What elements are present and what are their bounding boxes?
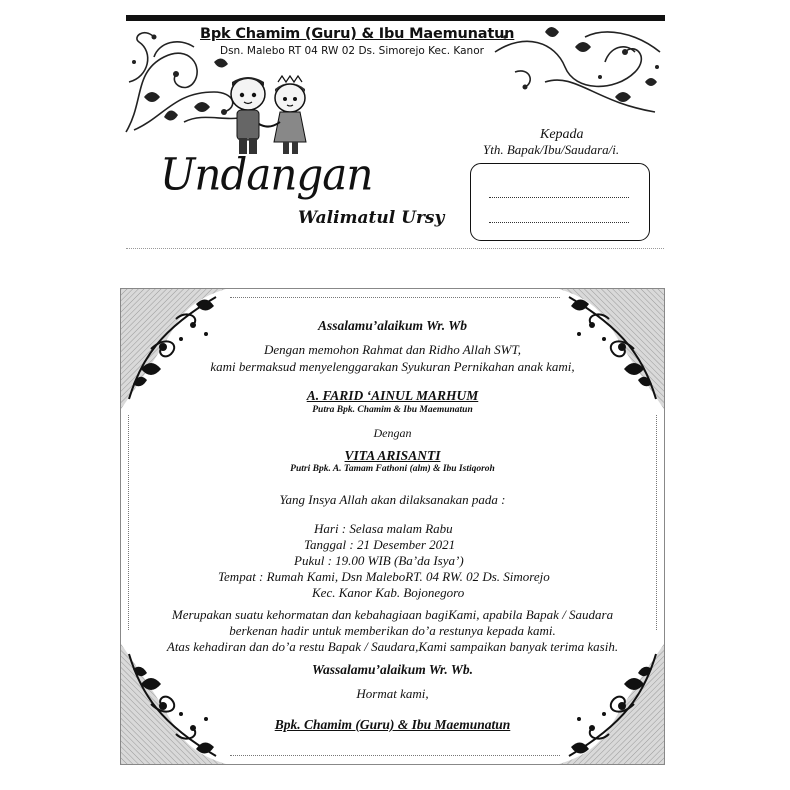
groom-name: A. FARID ‘AINUL MARHUM — [306, 388, 479, 403]
fold-separator — [126, 248, 664, 249]
closing-line: berkenan hadir untuk memberikan do’a restunya kepada kami. — [229, 623, 556, 638]
bride-name: VITA ARISANTI — [344, 448, 441, 463]
regards: Hormat kami, — [356, 686, 429, 701]
closing-line: Atas kehadiran dan do’a restu Bapak / Saudara,Kami sampaikan banyak terima kasih. — [166, 639, 619, 654]
intro-line: kami bermaksud menyelenggarakan Syukuran Pernikahan anak kami, — [210, 359, 575, 374]
event-intro: Yang Insya Allah akan dilaksanakan pada : — [279, 492, 506, 507]
recipient-label: Kepada — [540, 127, 584, 142]
conjunction: Dengan — [373, 426, 412, 440]
closing-line: Merupakan suatu kehormatan dan kebahagiaan bagiKami, apabila Bapak / Saudara — [171, 607, 614, 622]
card-border-dotted — [230, 297, 560, 298]
intro-line: Dengan memohon Rahmat dan Ridho Allah SWT, — [264, 342, 521, 357]
top-border-bar — [126, 15, 665, 21]
sender-address: Dsn. Malebo RT 04 RW 02 Ds. Simorejo Kec. Kanor — [220, 45, 484, 57]
card-border-dotted — [230, 755, 560, 756]
event-time: Pukul : 19.00 WIB (Ba’da Isya’) — [294, 553, 464, 568]
recipient-address-box — [470, 163, 650, 241]
bride-groom-illustration — [218, 72, 322, 158]
signature: Bpk. Chamim (Guru) & Ibu Maemunatun — [274, 717, 511, 732]
sender-name: Bpk Chamim (Guru) & Ibu Maemunatun — [200, 26, 515, 42]
address-line — [489, 222, 629, 223]
event-place: Tempat : Rumah Kami, Dsn MaleboRT. 04 RW. 02 Ds. Simorejo — [218, 569, 550, 584]
invitation-title: Undangan — [160, 148, 373, 201]
recipient-salutation: Yth. Bapak/Ibu/Saudara/i. — [483, 142, 620, 157]
groom-parents: Putra Bpk. Chamim & Ibu Maemunatun — [312, 405, 473, 415]
greeting: Assalamu’alaikum Wr. Wb — [318, 318, 467, 333]
invitation-subtitle: Walimatul Ursy — [298, 208, 445, 228]
event-date: Tanggal : 21 Desember 2021 — [304, 537, 456, 552]
address-line — [489, 197, 629, 198]
event-day: Hari : Selasa malam Rabu — [314, 521, 453, 536]
event-place-line-2: Kec. Kanor Kab. Bojonegoro — [312, 585, 465, 600]
closing-salam: Wassalamu’alaikum Wr. Wb. — [311, 662, 474, 677]
bride-parents: Putri Bpk. A. Tamam Fathoni (alm) & Ibu Istiqoroh — [290, 464, 495, 474]
